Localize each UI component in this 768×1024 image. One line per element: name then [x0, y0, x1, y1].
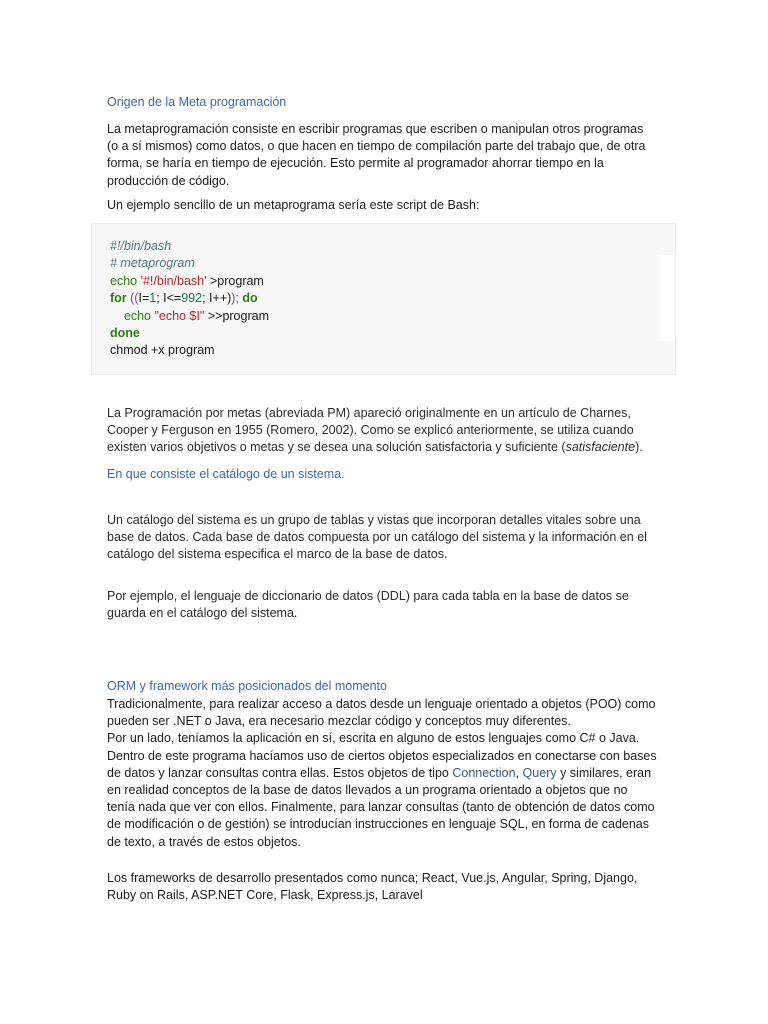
code-redirect: >program [206, 273, 264, 288]
text-line: de modificación o de gestión) se introducían instrucciones en lenguaje SQL, en forma de cadenas [107, 817, 649, 832]
code-var: I= [138, 291, 150, 306]
paragraph-metaprogramacion [107, 121, 652, 190]
text-line: de texto, a través de estos objetos. [107, 834, 301, 849]
text-line [107, 439, 652, 456]
text-line: tenía nada que ver con ellos. Finalmente, para lanzar consultas (tanto de obtención de datos como [107, 800, 655, 815]
section-heading-catalogo: En que consiste el catálogo de un sistema. [107, 467, 345, 481]
text-line: (o a sí mismos) como datos, o que hacen en tiempo de compilación parte del trabajo que, de otra [107, 139, 646, 154]
text-line: producción de código. [107, 173, 230, 188]
paragraph-ejemplo [107, 197, 652, 214]
text-line: La metaprogramación consiste en escribir programas que escriben o manipulan otros programas [107, 122, 644, 136]
paragraph-catalogo [107, 512, 652, 564]
text-line: base de datos. Cada base de datos compuesta por un catálogo del sistema y la información en el [107, 530, 647, 545]
code-block-scrollbar[interactable] [660, 255, 674, 341]
text-line: Un ejemplo sencillo de un metaprograma sería este script de Bash: [107, 198, 480, 212]
code-do-keyword: do [238, 291, 258, 306]
paragraph-orm [107, 696, 657, 851]
code-number: 1 [149, 291, 157, 306]
text-segment: de datos y lanzar consultas contra ellas. Estos objetos de tipo [107, 765, 453, 780]
code-string: "echo $I" [154, 308, 205, 323]
text-line: Por ejemplo, el lenguaje de diccionario de datos (DDL) para cada tabla en la base de datos se [107, 589, 629, 603]
text-line [107, 765, 652, 782]
text-segment: , [515, 765, 523, 780]
italic-term: satisfaciente [565, 440, 636, 455]
text-line: forma, se haría en tiempo de ejecución. Esto permite al programador ahorrar tiempo en la [107, 156, 604, 171]
text-line: Ruby on Rails, ASP.NET Core, Flask, Express.js, Laravel [107, 888, 423, 903]
text-line: Cooper y Ferguson en 1955 (Romero, 2002). Como se explicó anteriormente, se utiliza cuando [107, 423, 634, 438]
text-line: catálogo del sistema especifica el marco de la base de datos. [107, 547, 448, 562]
code-comment: # metaprogram [110, 256, 195, 271]
code-shebang: #!/bin/bash [110, 239, 172, 253]
text-line: Un catálogo del sistema es un grupo de tablas y vistas que incorporan detalles vitales sobre una [107, 513, 641, 527]
paragraph-frameworks [107, 870, 652, 904]
code-redirect: >>program [204, 308, 269, 323]
code-echo-keyword: echo [110, 273, 141, 288]
text-line: en realidad conceptos de la base de datos llevados a un programa orientado a objetos que no [107, 783, 628, 798]
paragraph-ddl [107, 588, 652, 622]
section-heading-origen: Origen de la Meta programación [107, 95, 287, 109]
code-for-keyword: for [110, 291, 127, 306]
text-segment: ). [635, 440, 643, 455]
text-line: Por un lado, teníamos la aplicación en sí, escrita en alguno de estos lenguajes como C# o Java. [107, 731, 640, 746]
code-paren: (( [126, 291, 139, 306]
text-line: Los frameworks de desarrollo presentados como nunca; React, Vue.js, Angular, Spring, Django, [107, 871, 638, 885]
text-line: Tradicionalmente, para realizar acceso a datos desde un lenguaje orientado a objetos (POO) como [107, 697, 656, 711]
section-heading-orm: ORM y framework más posicionados del momento [107, 679, 387, 693]
code-increment: ; I++) [202, 291, 232, 306]
code-condition: ; I<= [156, 291, 182, 306]
code-chmod: chmod +x program [110, 343, 215, 358]
text-line: pueden ser .NET o Java, era necesario mezclar código y conceptos muy diferentes. [107, 714, 571, 729]
text-line: La Programación por metas (abreviada PM) apareció originalmente en un artículo de Charnes, [107, 406, 631, 420]
code-string: '#!/bin/bash' [140, 273, 207, 288]
text-segment: y similares, eran [556, 765, 652, 780]
code-echo-keyword: echo [110, 308, 155, 323]
text-segment: existen varios objetivos o metas y se desea una solución satisfactoria y suficiente ( [107, 440, 566, 455]
code-token-query: Query [522, 765, 557, 780]
code-paren: ); [231, 291, 239, 306]
text-line: Dentro de este programa hacíamos uso de ciertos objetos especializados en conectarse con bases [107, 748, 657, 763]
code-done-keyword: done [110, 326, 140, 341]
code-token-connection: Connection [452, 765, 516, 780]
paragraph-programacion-metas [107, 405, 652, 457]
bash-script [110, 238, 269, 360]
text-line: guarda en el catálogo del sistema. [107, 606, 298, 621]
code-number: 992 [181, 291, 203, 306]
